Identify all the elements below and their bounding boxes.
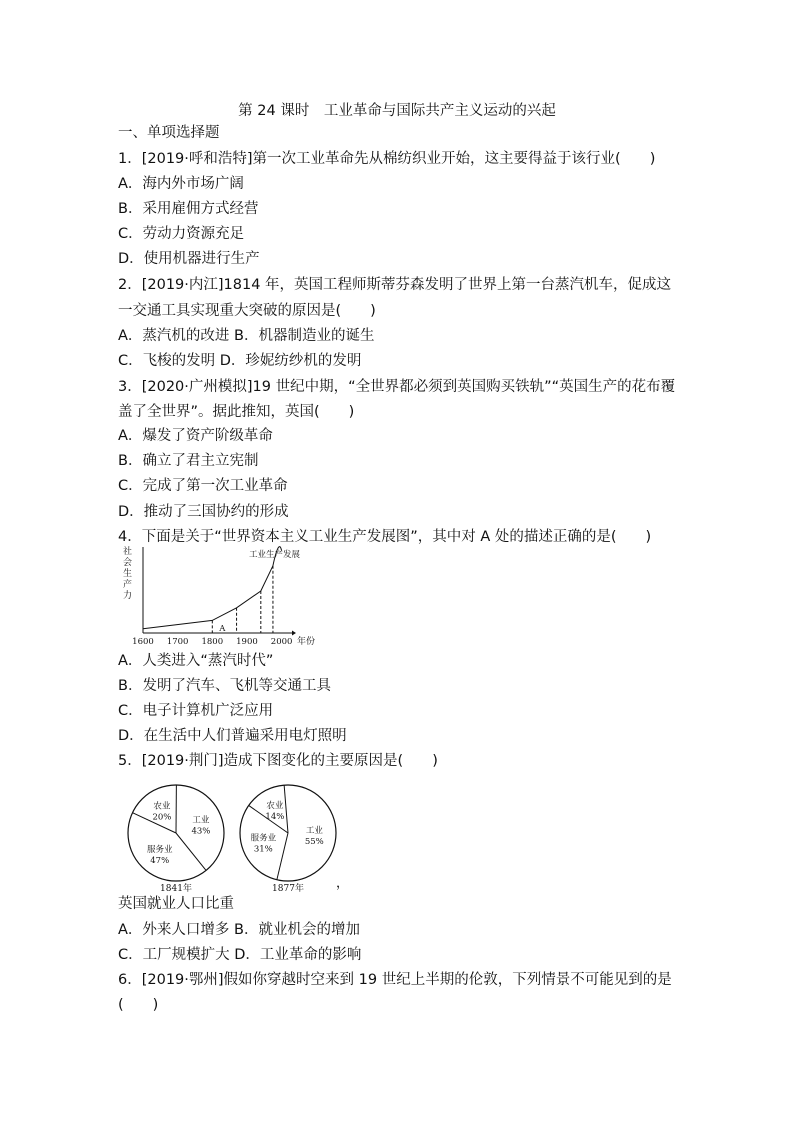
q3-option-a: A．爆发了资产阶级革命 [118,428,273,444]
pie-slice-label: 工业 [192,815,210,826]
pie-slice-value: 55% [304,837,324,848]
q1-option-b: B．采用雇佣方式经营 [118,201,259,217]
q4-option-d: D．在生活中人们普遍采用电灯照明 [118,728,347,744]
pie-slice-label: 工业 [305,826,323,837]
q6-stem-line1: 6．[2019·鄂州]假如你穿越时空来到 19 世纪上半期的伦敦，下列情景不可能见到的是 [118,972,672,988]
q1-option-a: A．海内外市场广阔 [118,176,244,192]
q2-stem-line2: 一交通工具实现重大突破的原因是( ) [118,303,376,319]
q3-stem-line1: 3．[2020·广州模拟]19 世纪中期，“全世界都必须到英国购买铁轨”“英国生产的花布覆 [118,379,676,395]
x-axis-arrow [292,631,296,636]
q2-options-cd: C．飞梭的发明 D．珍妮纺纱机的发明 [118,353,362,369]
section-heading: 一、单项选择题 [118,125,220,141]
q3-option-d: D．推动了三国协约的形成 [118,504,289,520]
q5-options-ab: A．外来人口增多 B．就业机会的增加 [118,922,360,938]
q5-caption: 英国就业人口比重 [118,896,234,912]
pie-slice-value: 14% [265,812,285,823]
q2-options-ab: A．蒸汽机的改进 B．机器制造业的诞生 [118,328,375,344]
q2-stem-line1: 2．[2019·内江]1814 年，英国工程师斯蒂芬森发明了世界上第一台蒸汽机车，促成这 [118,277,672,293]
ylabel-char: 会 [123,558,133,568]
pie-slice-value: 20% [152,812,172,823]
q1-option-d: D．使用机器进行生产 [118,251,260,267]
q1-stem: 1．[2019·呼和浩特]第一次工业革命先从棉纺织业开始，这主要得益于该行业( ) [118,151,656,167]
pie-slice-label: 农业 [266,801,284,812]
x-tick-label: 2000 [270,637,293,647]
q4-option-a: A．人类进入“蒸汽时代” [118,653,274,669]
pie-slice-value: 47% [150,855,170,866]
q4-stem: 4．下面是关于“世界资本主义工业生产发展图”，其中对 A 处的描述正确的是( ) [118,529,652,545]
x-tick-label: 1700 [166,637,189,647]
employment-pie-charts [118,783,358,895]
chart-title: 工业生产发展 [249,550,301,560]
ylabel-char: 社 [123,547,133,557]
q5-options-cd: C．工厂规模扩大 D．工业革命的影响 [118,947,362,963]
x-axis-label: 年份 [297,637,316,647]
q6-stem-line2: ( ) [118,997,159,1013]
q5-stem: 5．[2019·荆门]造成下图变化的主要原因是( ) [118,753,438,769]
trailing-comma: ， [336,876,350,891]
x-tick-label: 1600 [132,637,154,647]
pie-chart-1877 [240,785,336,881]
production-development-chart [120,545,320,650]
pie-slice-value: 31% [253,844,273,855]
q1-option-c: C．劳动力资源充足 [118,226,245,242]
x-tick-label: 1800 [201,637,224,647]
ylabel-char: 力 [123,591,133,601]
q4-option-c: C．电子计算机广泛应用 [118,703,274,719]
pie-slice-label: 服务业 [146,844,173,855]
pie-chart-1841 [128,785,224,881]
page-title: 第 24 课时 工业革命与国际共产主义运动的兴起 [238,103,556,119]
q4-option-b: B．发明了汽车、飞机等交通工具 [118,678,331,694]
ylabel-char: 生 [123,569,133,579]
ylabel-char: 产 [123,580,133,590]
pie-1841-year: 1841年 [160,884,192,894]
point-a-label: A [219,624,226,634]
q3-stem-line2: 盖了全世界”。据此推知，英国( ) [118,404,355,420]
pie-slice-label: 服务业 [250,833,277,844]
pie-slice-label: 农业 [153,801,171,812]
q3-option-b: B．确立了君主立宪制 [118,453,259,469]
pie-1877-year: 1877年 [272,884,304,894]
x-tick-label: 1900 [236,637,258,647]
q3-option-c: C．完成了第一次工业革命 [118,478,288,494]
pie-slice-value: 43% [191,826,211,837]
